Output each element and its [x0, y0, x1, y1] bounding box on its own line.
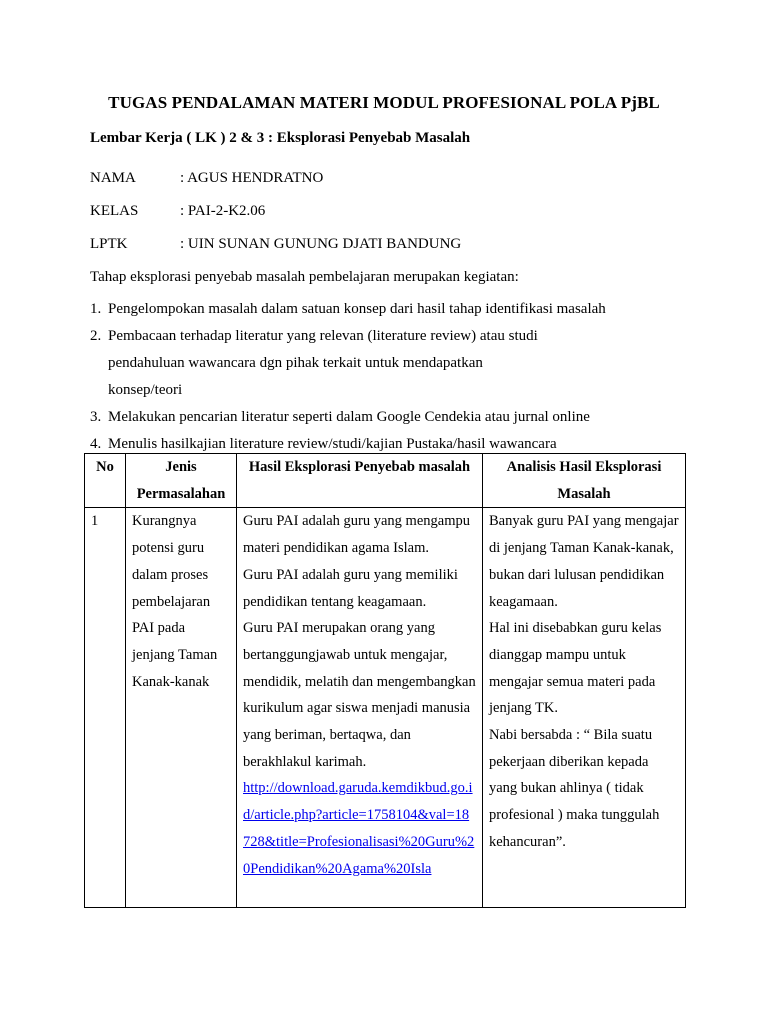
column-header-analisis: Analisis Hasil Eksplorasi Masalah: [483, 454, 686, 508]
reference-link[interactable]: http://download.garuda.kemdikbud.go.id/article.php?article=1758104&val=18728&title=Profesionalisasi%20Guru%20Pendidikan%20Agama%20Isla: [243, 780, 475, 877]
analisis-line: Banyak guru PAI yang mengajar di jenjang Taman Kanak-kanak, bukan dari lulusan pendidikan keagamaan.: [489, 513, 679, 610]
page-title: TUGAS PENDALAMAN MATERI MODUL PROFESIONAL POLA PjBL: [108, 93, 660, 112]
step-number: 4.: [90, 436, 102, 452]
hasil-line: Guru PAI adalah guru yang mengampu materi pendidikan agama Islam.: [243, 513, 470, 557]
column-header-no: No: [85, 454, 126, 508]
analisis-line: Hal ini disebabkan guru kelas dianggap mampu untuk mengajar semua materi pada jenjang TK.: [489, 620, 662, 717]
analisis-line: Nabi bersabda : “ Bila suatu pekerjaan diberikan kepada yang bukan ahlinya ( tidak profesional ) maka tunggulah kehancuran”.: [489, 727, 660, 850]
hasil-line: Guru PAI adalah guru yang memiliki pendidikan tentang keagamaan.: [243, 566, 458, 610]
steps-list: [90, 296, 690, 458]
column-header-hasil: Hasil Eksplorasi Penyebab masalah: [237, 454, 483, 508]
cell-no: 1: [85, 508, 126, 908]
field-value: : UIN SUNAN GUNUNG DJATI BANDUNG: [180, 236, 462, 252]
cell-analisis: [483, 508, 686, 908]
step-number: 2.: [90, 328, 102, 344]
cell-hasil: [237, 508, 483, 908]
list-item: [90, 296, 690, 323]
worksheet-table: [84, 453, 686, 908]
list-item: [90, 323, 690, 404]
step-text: Pengelompokan masalah dalam satuan konsep dari hasil tahap identifikasi masalah: [108, 301, 606, 317]
worksheet-subtitle: Lembar Kerja ( LK ) 2 & 3 : Eksplorasi Penyebab Masalah: [90, 130, 471, 146]
field-value: : AGUS HENDRATNO: [180, 170, 324, 186]
step-number: 1.: [90, 301, 102, 317]
step-text: Pembacaan terhadap literatur yang relevan (literature review) atau studi pendahuluan wawancara dgn pihak terkait untuk mendapatkan konsep/teori: [108, 328, 538, 398]
field-label: KELAS: [90, 203, 139, 219]
hasil-line: Guru PAI merupakan orang yang bertanggungjawab untuk mengajar, mendidik, melatih dan mengembangkan kurikulum agar siswa menjadi manusia yang beriman, bertaqwa, dan berakhlakul karimah.: [243, 620, 476, 770]
step-number: 3.: [90, 409, 102, 425]
column-header-jenis: Jenis Permasalahan: [126, 454, 237, 508]
cell-jenis: Kurangnya potensi guru dalam proses pembelajaran PAI pada jenjang Taman Kanak-kanak: [126, 508, 237, 908]
field-value: : PAI-2-K2.06: [180, 203, 266, 219]
field-kelas: [90, 203, 265, 220]
list-item: [90, 404, 690, 431]
step-text: Melakukan pencarian literatur seperti dalam Google Cendekia atau jurnal online: [108, 409, 590, 425]
field-label: LPTK: [90, 236, 128, 252]
table-header-row: [85, 454, 686, 508]
table-row: [85, 508, 686, 908]
step-text: Menulis hasilkajian literature review/studi/kajian Pustaka/hasil wawancara: [108, 436, 557, 452]
field-nama: [90, 170, 323, 187]
field-label: NAMA: [90, 170, 136, 186]
intro-paragraph: Tahap eksplorasi penyebab masalah pembelajaran merupakan kegiatan:: [90, 269, 519, 285]
field-lptk: [90, 236, 461, 253]
